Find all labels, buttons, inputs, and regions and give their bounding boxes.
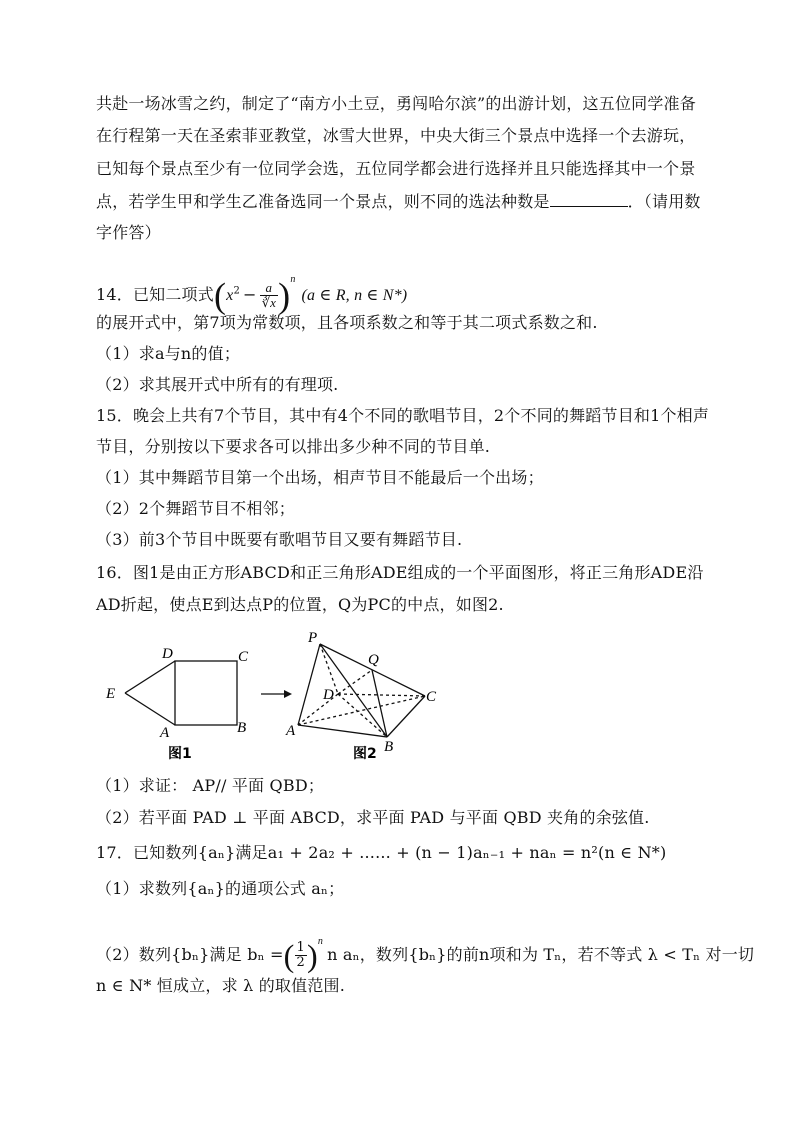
q17-part-2 [96, 920, 755, 974]
edge-ED [125, 661, 175, 693]
q14-x-exp: 2 [233, 285, 241, 297]
q16-part-1: （1）求证： AP// 平面 QBD； [96, 776, 325, 795]
q14-line-2: 的展开式中，第7项为常数项，且各项系数之和等于其二项式系数之和. [96, 313, 598, 332]
q13-line-2: 在行程第一天在圣索菲亚教堂，冰雪大世界，中央大街三个景点中选择一个去游玩， [96, 126, 696, 145]
edge-PA [298, 644, 320, 725]
fig1-label-A: A [160, 725, 170, 741]
q17-fraction [295, 941, 307, 970]
q17-p2-prefix: （2）数列{bₙ}满足 bₙ = [96, 945, 284, 964]
figure-2 [298, 644, 425, 737]
fig1-caption: 图1 [168, 746, 192, 762]
q16-line-1: 16．图1是由正方形ABCD和正三角形ADE组成的一个平面图形，将正三角形ADE沿 [96, 563, 704, 582]
fig2-label-Q: Q [368, 652, 379, 668]
q15-part-1: （1）其中舞蹈节目第一个出场，相声节目不能最后一个出场； [96, 468, 544, 487]
q14-minus: − [243, 285, 257, 304]
edge-EA [125, 693, 175, 725]
q14-part-2: （2）求其展开式中所有的有理项. [96, 375, 339, 394]
q17-part-3: n ∈ N* 恒成立，求 λ 的取值范围. [96, 976, 346, 995]
right-paren: ) [278, 275, 291, 316]
q16-line-2: AD折起，使点E到达点P的位置，Q为PC的中点，如图2. [96, 595, 504, 614]
fig1-label-D: D [162, 646, 173, 662]
arrow-icon [261, 690, 292, 698]
q16-figure [100, 628, 450, 764]
q13-line-5: 字作答） [96, 223, 161, 242]
q14-frac-den: ∛x [261, 295, 277, 310]
q17-p2-suffix: n aₙ，数列{bₙ}的前n项和为 Tₙ，若不等式 λ < Tₙ 对一切 [327, 945, 755, 964]
edge-DC [338, 694, 425, 696]
q17-frac-den: 2 [296, 955, 305, 970]
figure-1 [125, 661, 237, 725]
fig1-label-E: E [106, 686, 116, 702]
q16-part-2: （2）若平面 PAD ⊥ 平面 ABCD，求平面 PAD 与平面 QBD 夹角的余弦值. [96, 808, 650, 827]
q17-frac-num: 1 [296, 940, 305, 955]
fig2-label-A: A [286, 723, 296, 739]
fig2-label-C: C [426, 689, 437, 705]
q17-exp: n [317, 936, 324, 947]
q13-line-4-tail: ．（请用数 [627, 192, 701, 211]
q14-x: x [226, 287, 234, 304]
square-ABCD [175, 661, 237, 725]
left-paren: ( [213, 275, 227, 316]
edge-AB [298, 725, 387, 737]
q14-prefix: 14．已知二项式 [96, 285, 214, 304]
q14-header [96, 258, 408, 316]
q14-part-1: （1）求a与n的值； [96, 344, 241, 363]
fig2-label-P: P [308, 630, 318, 646]
q15-part-3: （3）前3个节目中既要有歌唱节目又要有舞蹈节目. [96, 530, 463, 549]
q17-line-1: 17．已知数列{aₙ}满足a₁ + 2a₂ + ...... + (n − 1)aₙ₋₁ + naₙ = n²(n ∈ N*) [96, 843, 667, 862]
q15-line-1: 15．晚会上共有7个节目，其中有4个不同的歌唱节目，2个不同的舞蹈节目和1个相声 [96, 406, 710, 425]
q17-part-1: （1）求数列{aₙ}的通项公式 aₙ； [96, 879, 345, 898]
q14-condition: (a ∈ R, n ∈ N*) [301, 287, 408, 304]
q13-line-4-text: 点，若学生甲和学生乙准备选同一个景点，则不同的选法种数是 [96, 192, 550, 211]
fig2-label-B: B [384, 739, 394, 755]
q15-line-2: 节目，分别按以下要求各可以排出多少种不同的节目单. [96, 437, 491, 456]
fig2-label-D: D [323, 687, 334, 703]
answer-blank [550, 190, 628, 207]
q14-fraction [260, 281, 278, 310]
fig1-label-B: B [237, 720, 247, 736]
q13-line-1: 共赴一场冰雪之约，制定了“南方小土豆，勇闯哈尔滨”的出游计划，这五位同学准备 [96, 94, 696, 113]
q17-left-paren: ( [283, 937, 295, 974]
fig1-label-C: C [238, 649, 249, 665]
edge-DQ [338, 670, 372, 694]
q13-line-4 [96, 190, 701, 213]
edge-BC [387, 696, 425, 737]
fig2-caption: 图2 [353, 746, 377, 762]
edge-DB [338, 694, 387, 737]
q14-frac-num: a [260, 281, 278, 296]
q15-part-2: （2）2个舞蹈节目不相邻； [96, 499, 295, 518]
q17-right-paren: ) [307, 937, 318, 974]
q13-line-3: 已知每个景点至少有一位同学会选，五位同学都会进行选择并且只能选择其中一个景 [96, 159, 696, 178]
q14-outer-exp: n [290, 274, 296, 285]
